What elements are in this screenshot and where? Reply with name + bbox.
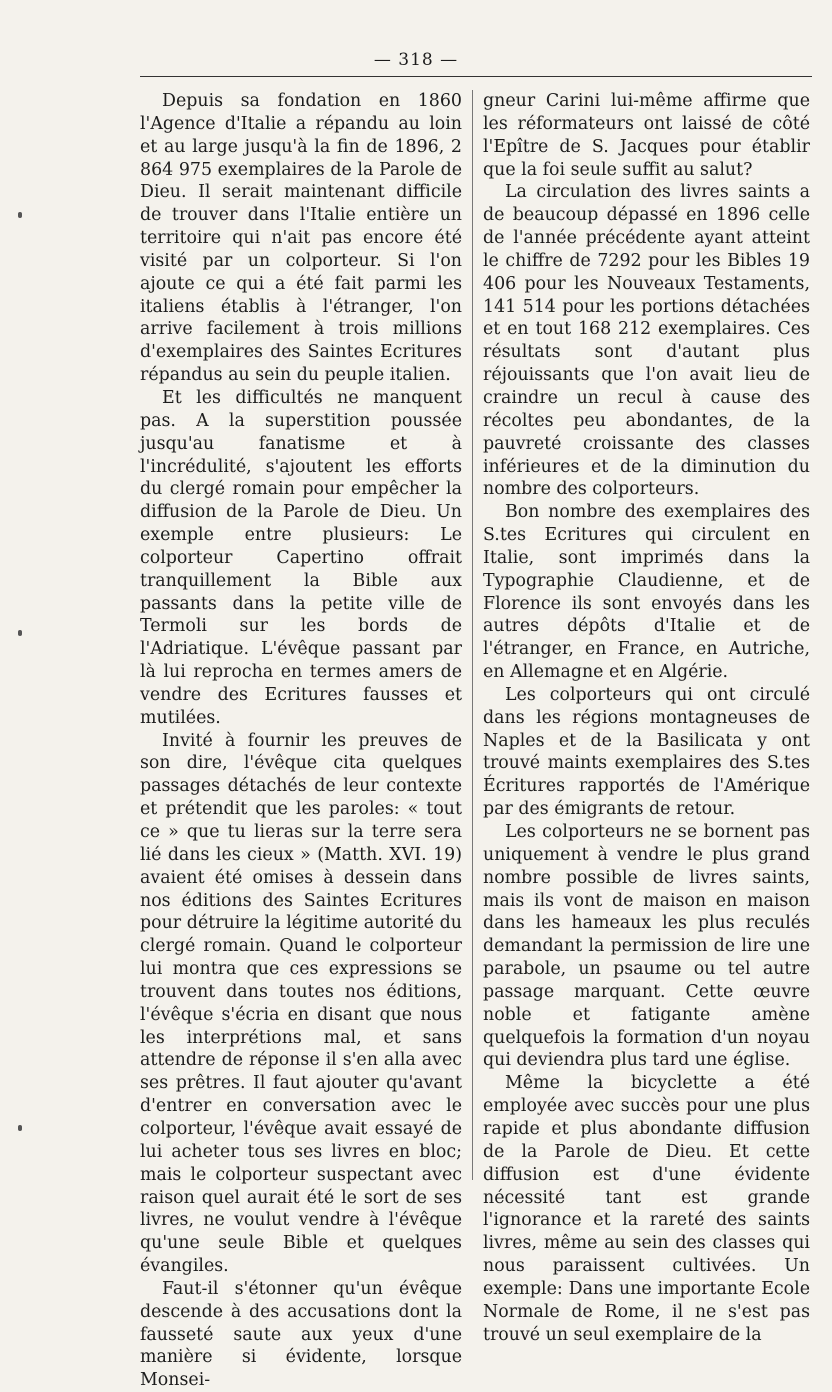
paragraph: Les colporteurs qui ont circulé dans les régions montagneuses de Naples et de la Basilicata y ont trouvé maints exemplaires des S.tes Écritures rapportés de l'Amérique par des émigrants de retour. [483, 684, 810, 820]
paragraph: Même la bicyclette a été employée avec succès pour une plus rapide et plus abondante diffusion de la Parole de Dieu. Et cette diffusion est d'une évidente nécessité tant est grande l'ignorance et la rareté des saints livres, même au sein des classes qui nous paraissent cultivées. Un exemple: Dans une importante Ecole Normale de Rome, il ne s'est pas trouvé un seul exemplaire de la [483, 1073, 810, 1345]
paragraph: Faut-il s'étonner qu'un évêque descende à des accusations dont la fausseté saute aux yeux d'une manière si évidente, lorsque Monsei- [140, 1278, 462, 1391]
left-column [140, 90, 462, 1392]
paragraph: Et les difficultés ne manquent pas. A la superstition poussée jusqu'au fanatisme et à l'incrédulité, s'ajoutent les efforts du clergé romain pour empêcher la diffusion de la Parole de Dieu. Un exemple entre plusieurs: Le colporteur Capertino offrait tranquillement la Bible aux passants dans la petite ville de Termoli sur les bords de l'Adriatique. L'évêque passant par là lui reprocha en termes amers de vendre des Ecritures fausses et mutilées. [140, 387, 462, 728]
margin-speck [18, 212, 22, 218]
paragraph: Les colporteurs ne se bornent pas uniquement à vendre le plus grand nombre possible de livres saints, mais ils vont de maison en maison dans les hameaux les plus reculés demandant la permission de lire une parabole, un psaume ou tel autre passage marquant. Cette œuvre noble et fatigante amène quelquefois la formation d'un noyau qui deviendra plus tard une église. [483, 822, 810, 1071]
right-column [483, 90, 810, 1346]
paragraph: gneur Carini lui-même affirme que les réformateurs ont laissé de côté l'Epître de S. Jacques pour établir que la foi seule suffit au salut? [483, 91, 810, 180]
paragraph: Invité à fournir les preuves de son dire, l'évêque cita quelques passages détachés de leur contexte et prétendit que les paroles: « tout ce » que tu lieras sur la terre sera lié dans les cieux » (Matth. XVI. 19) avaient été omises à dessein dans nos éditions des Saintes Ecritures pour détruire la légitime autorité du clergé romain. Quand le colporteur lui montra que ces expressions se trouvent dans toutes nos éditions, l'évêque s'écria en disant que nous les interprétions mal, et sans attendre de réponse il s'en alla avec ses prêtres. Il faut ajouter qu'avant d'entrer en conversation avec le colporteur, l'évêque avait essayé de lui acheter tous ses livres en bloc; mais le colporteur suspectant avec raison quel aurait été le sort de ses livres, ne voulut vendre à l'évêque qu'une seule Bible et quelques évangiles. [140, 730, 462, 1277]
header-rule [140, 76, 812, 77]
paragraph: Depuis sa fondation en 1860 l'Agence d'Italie a répandu au loin et au large jusqu'à la fin de 1896, 2 864 975 exemplaires de la Parole de Dieu. Il serait maintenant difficile de trouver dans l'Italie entière un territoire qui n'ait pas encore été visité par un colporteur. Si l'on ajoute ce qui a été fait parmi les italiens établis à l'étranger, l'on arrive facilement à trois millions d'exemplaires des Saintes Ecritures répandus au sein du peuple italien. [140, 91, 462, 386]
margin-speck [18, 1125, 22, 1131]
paragraph: La circulation des livres saints a de beaucoup dépassé en 1896 celle de l'année précédente ayant atteint le chiffre de 7292 pour les Bibles 19 406 pour les Nouveaux Testaments, 141 514 pour les portions détachées et en tout 168 212 exemplaires. Ces résultats sont d'autant plus réjouissants que l'on avait lieu de craindre un recul à cause des récoltes peu abondantes, de la pauvreté croissante des classes inférieures et de la diminution du nombre des colporteurs. [483, 182, 810, 500]
column-divider [472, 90, 473, 1180]
page-number: — 318 — [373, 50, 459, 70]
margin-speck [18, 630, 22, 636]
paragraph: Bon nombre des exemplaires des S.tes Ecritures qui circulent en Italie, sont imprimés dans la Typographie Claudienne, et de Florence ils sont envoyés dans les autres dépôts d'Italie et de l'étranger, en France, en Autriche, en Allemagne et en Algérie. [483, 502, 810, 683]
